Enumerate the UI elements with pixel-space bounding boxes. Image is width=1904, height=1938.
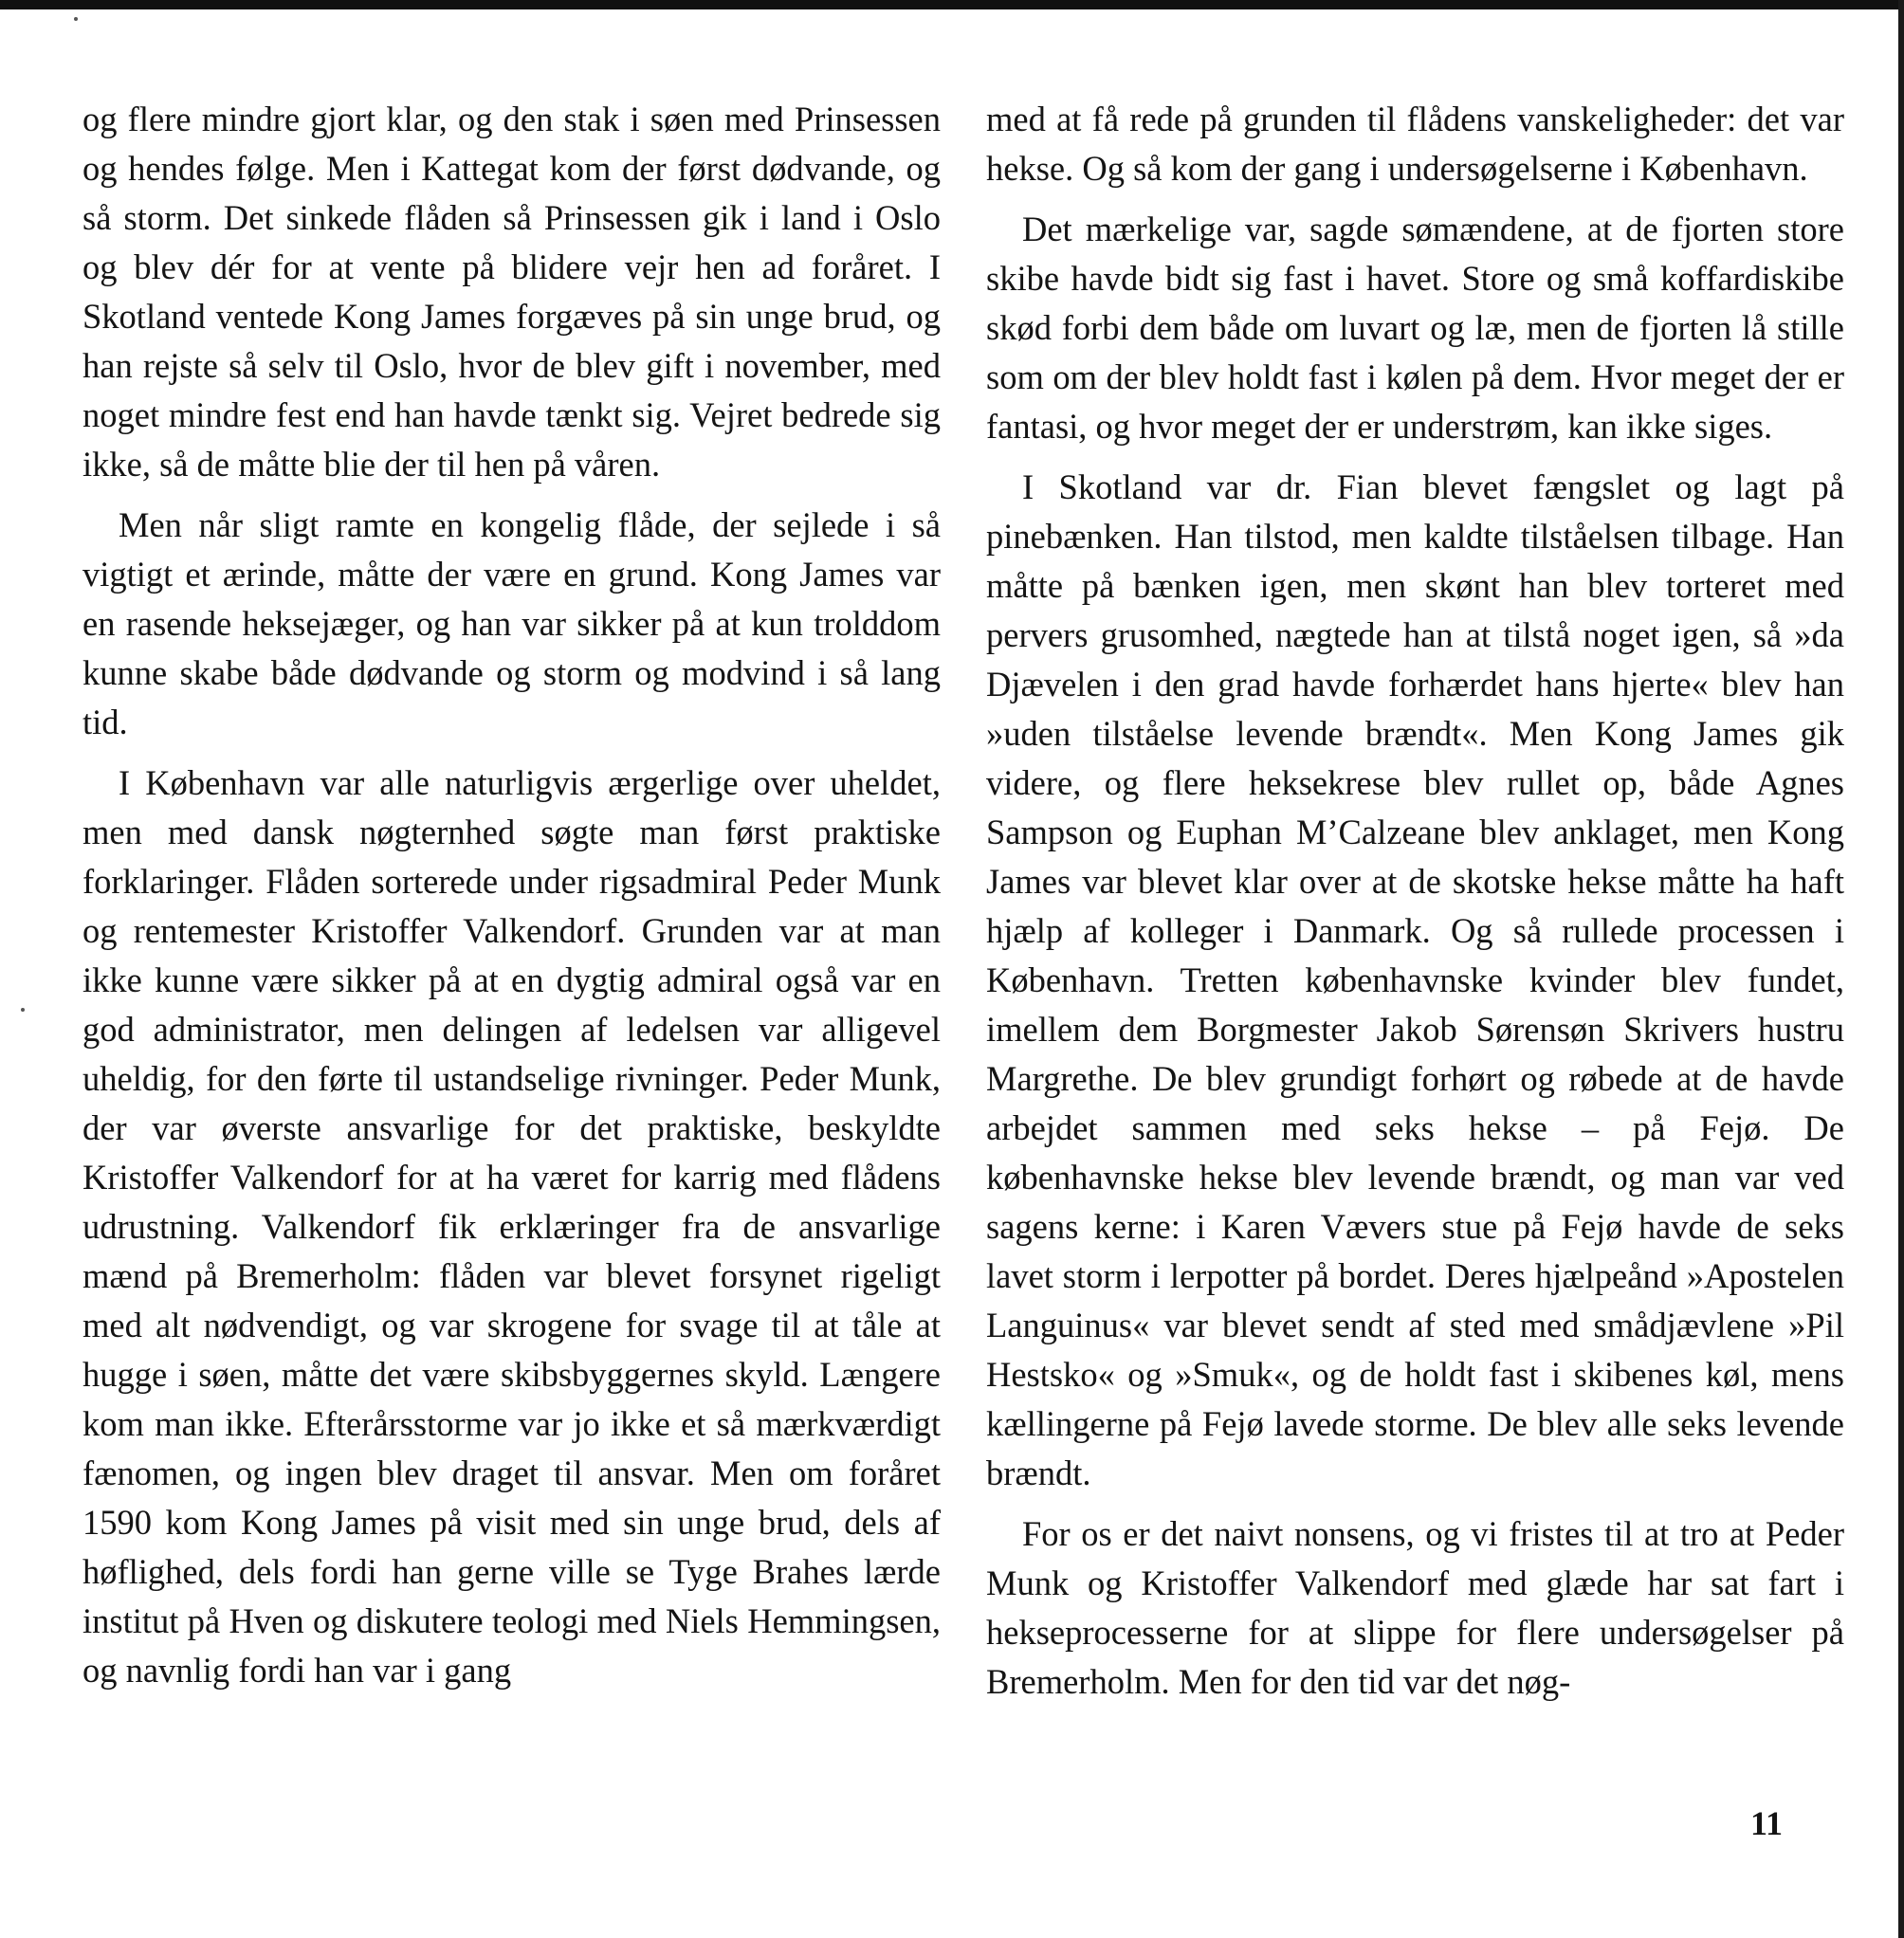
paragraph: I Skotland var dr. Fian blevet fængslet og lagt på pinebænken. Han tilstod, men kaldte tilståelsen tilbage. Han måtte på bænken igen, men skønt han blev torteret med pervers grusomhed, nægtede han at tilstå noget igen, så »da Djævelen i den grad havde forhærdet hans hjerte« blev han »uden tilståelse levende brændt«. Men Kong James gik videre, og flere heksekrese blev rullet op, både Agnes Sampson og Euphan M’Calzeane blev anklaget, men Kong James var blevet klar over at de skotske hekse måtte ha haft hjælp af kolleger i Danmark. Og så rullede processen i København. Tretten københavnske kvinder blev fundet, imellem dem Borgmester Jakob Sørensøn Skrivers hustru Margrethe. De blev grundigt forhørt og røbede at de havde arbejdet sammen med seks hekse – på Fejø. De københavnske hekse blev levende brændt, og man var ved sagens kerne: i Karen Vævers stue på Fejø havde de seks lavet storm i lerpotter på bordet. Deres hjælpeånd »Apostelen Languinus« var blevet sendt af sted med smådjævlene »Pil Hestsko« og »Smuk«, og de holdt fast i skibenes køl, mens kællingerne på Fejø lavede storme. De blev alle seks levende brændt. (986, 467, 1844, 1492)
top-border-rule (0, 0, 1904, 9)
paragraph: I København var alle naturligvis ærgerlige over uheldet, men med dansk nøgternhed søgte man først praktiske forklaringer. Flåden sorterede under rigsadmiral Peder Munk og rentemester Kristoffer Valkendorf. Grunden var at man ikke kunne være sikker på at en dygtig admiral også var en god administrator, men delingen af ledelsen var alligevel uheldig, for den førte til ustandselige rivninger. Peder Munk, der var øverste ansvarlige for det praktiske, beskyldte Kristoffer Valkendorf for at ha været for karrig med flådens udrustning. Valkendorf fik erklæringer fra de ansvarlige mænd på Bremerholm: flåden var blevet forsynet rigeligt med alt nødvendigt, og var skrogene for svage til at tåle at hugge i søen, måtte det være skibsbyggernes skyld. Længere kom man ikke. Efterårsstorme var jo ikke et så mærkværdigt fænomen, og ingen blev draget til ansvar. Men om foråret 1590 kom Kong James på visit med sin unge brud, dels af høflighed, dels fordi han gerne ville se Tyge Brahes lærde institut på Hven og diskutere teologi med Niels Hemmingsen, og navnlig fordi han var i gang (82, 763, 941, 1690)
scan-speck (21, 1008, 25, 1012)
paragraph: Men når sligt ramte en kongelig flåde, der sejlede i så vigtigt et ærinde, måtte der være en grund. Kong James var en rasende heksejæger, og han var sikker på at kun trolddom kunne skabe både dødvande og storm og modvind i så lang tid. (82, 505, 941, 741)
paragraph: og flere mindre gjort klar, og den stak i søen med Prinsessen og hendes følge. Men i Kattegat kom der først dødvande, og så storm. Det sinkede flåden så Prinsessen gik i land i Oslo og blev dér for at vente på blidere vejr hen ad foråret. I Skotland ventede Kong James forgæves på sin unge brud, og han rejste så selv til Oslo, hvor de blev gift i november, med noget mindre fest end han havde tænkt sig. Vejret bedrede sig ikke, så de måtte blie der til hen på våren. (82, 100, 941, 484)
left-text-column (82, 95, 941, 1707)
right-border-rule (1898, 0, 1904, 1938)
paragraph: For os er det naivt nonsens, og vi fristes til at tro at Peder Munk og Kristoffer Valkendorf med glæde har sat fart i hekseprocesserne for at slippe for flere undersøgelser på Bremerholm. Men for den tid var det nøg- (986, 1514, 1844, 1701)
page-number: 11 (1750, 1804, 1784, 1842)
right-text-column (986, 95, 1844, 1718)
paragraph: Det mærkelige var, sagde sømændene, at de fjorten store skibe havde bidt sig fast i havet. Store og små koffardiskibe skød forbi dem både om luvart og læ, men de fjorten lå stille som om der blev holdt fast i kølen på dem. Hvor meget der er fantasi, og hvor meget der er understrøm, kan ikke siges. (986, 210, 1844, 446)
scan-speck (74, 17, 78, 21)
paragraph: med at få rede på grunden til flådens vanskeligheder: det var hekse. Og så kom der gang i undersøgelserne i København. (986, 100, 1844, 188)
